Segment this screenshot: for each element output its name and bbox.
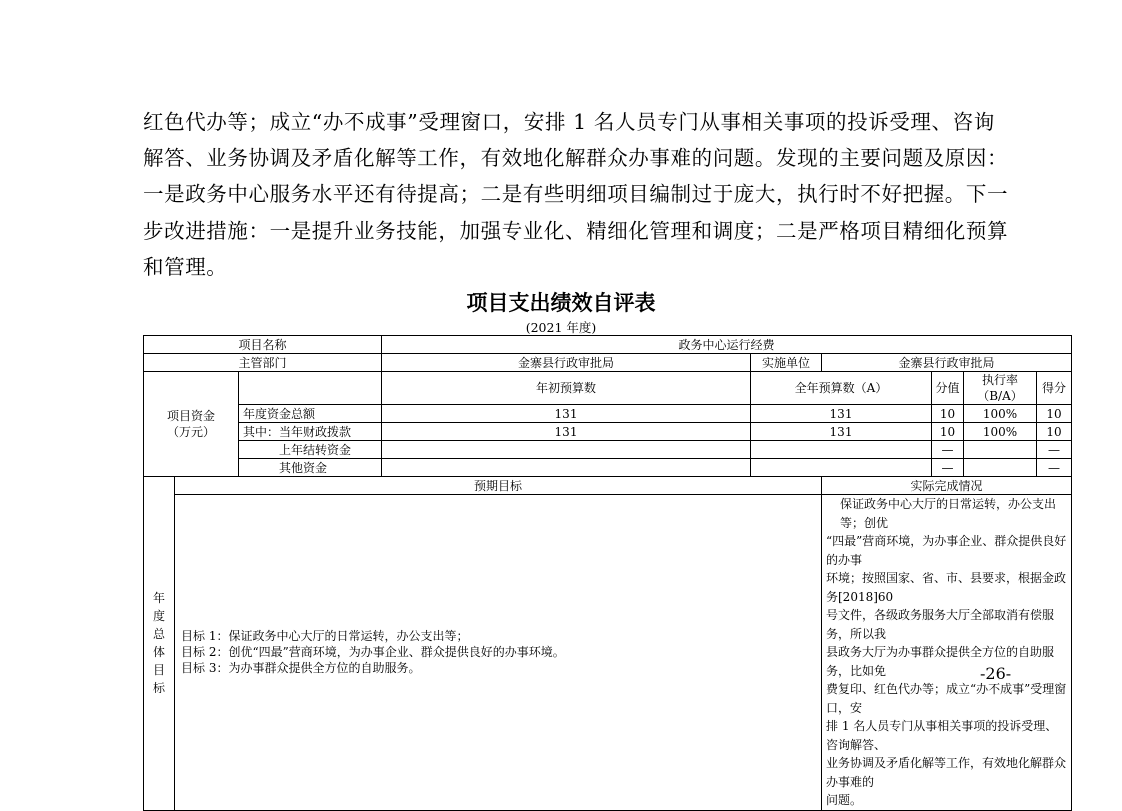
expected-goals bbox=[175, 495, 822, 811]
dept-value: 金寨县行政审批局 bbox=[382, 354, 751, 372]
table-row bbox=[144, 372, 1072, 405]
actual-line: 费复印、红色代办等；成立“办不成事”受理窗口，安 bbox=[826, 682, 1067, 715]
header-full-budget: 全年预算数（A） bbox=[751, 372, 932, 405]
actual-line: 环境；按照国家、省、市、县要求，根据金政务[2018]60 bbox=[826, 571, 1067, 604]
actual-line: 县政务大厅为办事群众提供全方位的自助服务，比如免 bbox=[826, 645, 1055, 678]
empty-cell bbox=[239, 372, 382, 405]
row-label: 其他资金 bbox=[239, 459, 382, 477]
actual-line: 问题。 bbox=[826, 793, 863, 807]
score-value-cell: 10 bbox=[932, 423, 964, 441]
full-budget-cell bbox=[751, 441, 932, 459]
header-initial-budget: 年初预算数 bbox=[382, 372, 751, 405]
exec-rate-cell bbox=[964, 459, 1037, 477]
exec-rate-cell bbox=[964, 441, 1037, 459]
impl-value: 金寨县行政审批局 bbox=[822, 354, 1072, 372]
expected-goal-header: 预期目标 bbox=[175, 477, 822, 495]
page-number: -26- bbox=[980, 664, 1012, 683]
body-paragraph bbox=[143, 104, 1009, 285]
impl-label: 实施单位 bbox=[751, 354, 822, 372]
funds-unit-text: （万元） bbox=[166, 425, 215, 439]
full-budget-cell: 131 bbox=[751, 423, 932, 441]
table-row bbox=[144, 405, 1072, 423]
funds-label bbox=[144, 372, 239, 477]
funds-label-text: 项目资金 bbox=[166, 409, 215, 423]
initial-budget-cell: 131 bbox=[382, 405, 751, 423]
actual-line: 业务协调及矛盾化解等工作，有效地化解群众办事难的 bbox=[826, 756, 1067, 789]
actual-line: 排 1 名人员专门从事相关事项的投诉受理、咨询解答、 bbox=[826, 719, 1058, 752]
table-row bbox=[144, 459, 1072, 477]
table-row bbox=[144, 423, 1072, 441]
header-score-value: 分值 bbox=[932, 372, 964, 405]
actual-line: “四最”营商环境，为办事企业、群众提供良好的办事 bbox=[826, 534, 1067, 567]
row-label: 年度资金总额 bbox=[239, 405, 382, 423]
initial-budget-cell: 131 bbox=[382, 423, 751, 441]
paragraph-line: 解答、业务协调及矛盾化解等工作，有效地化解群众办事难的问题。发现的主要问题及原因： bbox=[143, 146, 1009, 171]
paragraph-line: 步改进措施：一是提升业务技能，加强专业化、精细化管理和调度；二是严格项目精细化预算 bbox=[143, 218, 1009, 243]
score-cell: 10 bbox=[1037, 405, 1072, 423]
actual-completion bbox=[822, 495, 1072, 811]
score-cell: — bbox=[1037, 459, 1072, 477]
goal-item: 目标 3：为办事群众提供全方位的自助服务。 bbox=[181, 661, 421, 676]
table-row bbox=[144, 495, 1072, 811]
project-name-label: 项目名称 bbox=[144, 336, 382, 354]
header-score: 得分 bbox=[1037, 372, 1072, 405]
full-budget-cell bbox=[751, 459, 932, 477]
paragraph-line: 一是政务中心服务水平还有待提高；二是有些明细项目编制过于庞大，执行时不好把握。下一 bbox=[143, 182, 1009, 207]
actual-line: 保证政务中心大厅的日常运转，办公支出等；创优 bbox=[840, 497, 1057, 530]
table-row bbox=[144, 354, 1072, 372]
goal-section-label bbox=[144, 477, 175, 811]
exec-rate-cell: 100% bbox=[964, 405, 1037, 423]
score-value-cell: — bbox=[932, 441, 964, 459]
header-exec-rate: 执行率（B/A） bbox=[964, 372, 1037, 405]
goal-item: 目标 1：保证政务中心大厅的日常运转，办公支出等； bbox=[181, 629, 469, 644]
project-name-value: 政务中心运行经费 bbox=[382, 336, 1072, 354]
goal-section-label-text: 年度总体目标 bbox=[152, 591, 165, 696]
paragraph-line: 红色代办等；成立“办不成事”受理窗口，安排 1 名人员专门从事相关事项的投诉受理、咨询 bbox=[143, 110, 995, 134]
initial-budget-cell bbox=[382, 459, 751, 477]
performance-evaluation-table bbox=[143, 335, 1072, 811]
table-title: 项目支出绩效自评表 bbox=[466, 291, 656, 315]
initial-budget-cell bbox=[382, 441, 751, 459]
score-value-cell: 10 bbox=[932, 405, 964, 423]
goal-item: 目标 2：创优“四最”营商环境，为办事企业、群众提供良好的办事环境。 bbox=[181, 645, 565, 660]
table-row bbox=[144, 336, 1072, 354]
table-row bbox=[144, 441, 1072, 459]
actual-line: 号文件，各级政务服务大厅全部取消有偿服务，所以我 bbox=[826, 608, 1055, 641]
paragraph-line: 和管理。 bbox=[143, 254, 228, 279]
exec-rate-cell: 100% bbox=[964, 423, 1037, 441]
dept-label: 主管部门 bbox=[144, 354, 382, 372]
score-cell: 10 bbox=[1037, 423, 1072, 441]
score-value-cell: — bbox=[932, 459, 964, 477]
table-subtitle: (2021 年度) bbox=[525, 320, 597, 335]
row-label: 上年结转资金 bbox=[239, 441, 382, 459]
score-cell: — bbox=[1037, 441, 1072, 459]
row-label: 其中：当年财政拨款 bbox=[239, 423, 382, 441]
full-budget-cell: 131 bbox=[751, 405, 932, 423]
table-row bbox=[144, 477, 1072, 495]
actual-completion-header: 实际完成情况 bbox=[822, 477, 1072, 495]
